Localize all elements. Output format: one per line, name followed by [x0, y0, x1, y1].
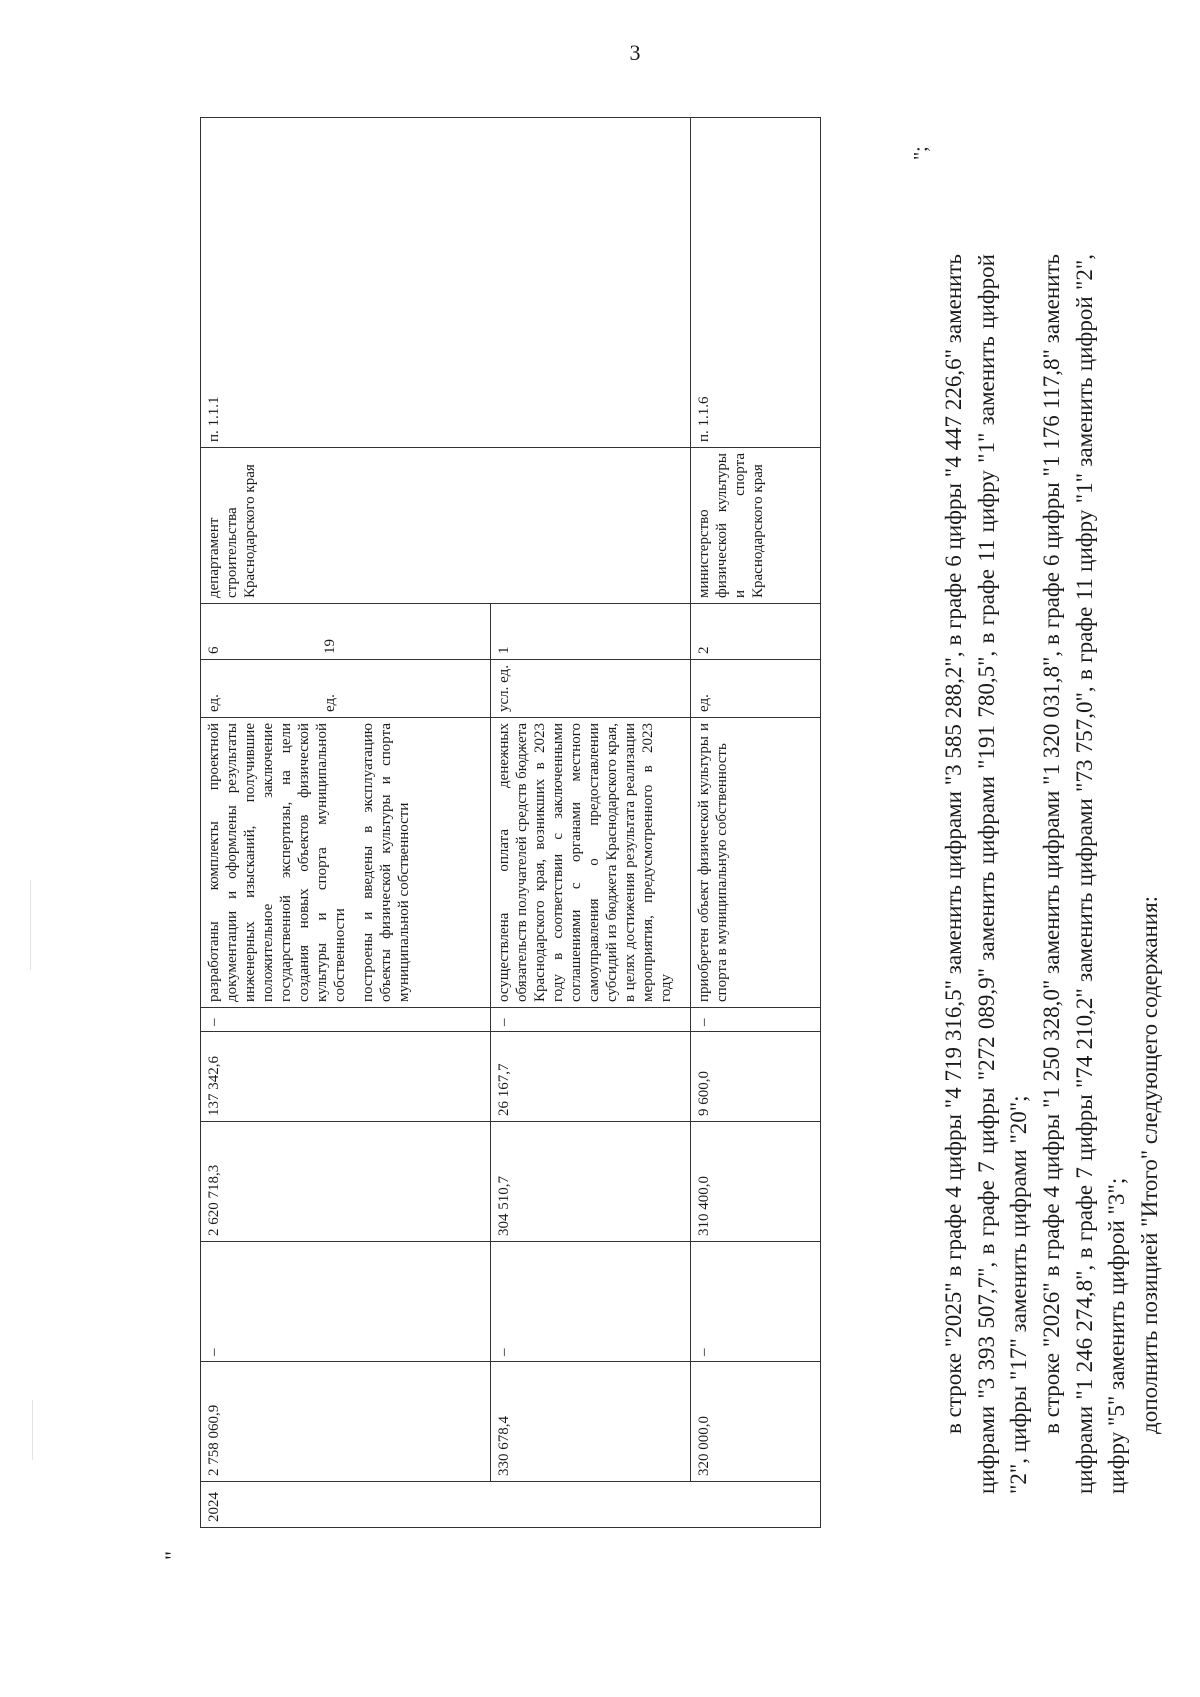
table-row	[691, 118, 821, 1528]
unit-cell	[201, 660, 491, 718]
value-text: 6	[206, 646, 222, 654]
column-5-cell: 9 600,0	[691, 1032, 821, 1122]
paragraph: в строке "2026" в графе 4 цифры "1 250 328,0" заменить цифрами "1 320 031,8", в графе 6 цифры "1 176 117,8" заменить цифрами "1 246 274,8", в графе 7 цифры "74 210,2" заменить цифрами "73 757,0", в графе 11 цифру "1" заменить цифрой "2", цифру "5" заменить цифрой "3";	[1038, 254, 1130, 1494]
result-cell	[201, 718, 491, 1008]
total-cell: 320 000,0	[691, 1362, 821, 1482]
value-cell: 2	[691, 604, 821, 660]
program-table	[200, 117, 821, 1528]
executor-cell: министерство физической культуры и спорта Краснодарского края	[691, 448, 821, 604]
column-6-cell: –	[691, 1008, 821, 1032]
scan-margin-mark	[32, 1400, 33, 1460]
column-3-cell: –	[491, 1242, 691, 1362]
unit-cell: усл. ед.	[491, 660, 691, 718]
column-4-cell: 304 510,7	[491, 1122, 691, 1242]
open-quote: "	[160, 1551, 185, 1560]
result-cell: приобретен объект физической культуры и спорта в муниципальную собственность	[691, 718, 821, 1008]
value-text: 19	[322, 639, 338, 654]
value-cell	[201, 604, 491, 660]
column-6-cell: –	[491, 1008, 691, 1032]
column-6-cell: –	[201, 1008, 491, 1032]
paragraph: в строке "2025" в графе 4 цифры "4 719 316,5" заменить цифрами "3 585 288,2", в графе 6 цифры "4 447 226,6" заменить цифрами "3 393 507,7", в графе 7 цифры "272 089,9" заменить цифрами "191 780,5", в графе 11 цифру "1" заменить цифрой "2", цифры "17" заменить цифрами "20";	[941, 254, 1032, 1494]
column-3-cell: –	[201, 1242, 491, 1362]
column-5-cell: 26 167,7	[491, 1032, 691, 1122]
item-cell: п. 1.1.6	[691, 118, 821, 448]
executor-cell: департамент строительства Краснодарского края	[201, 448, 691, 604]
unit-text: ед.	[322, 694, 338, 712]
rotated-content	[160, 80, 1162, 1560]
total-cell: 330 678,4	[491, 1362, 691, 1482]
year-cell: 2024	[201, 1482, 821, 1528]
scan-margin-mark	[30, 880, 31, 970]
column-4-cell: 2 620 718,3	[201, 1122, 491, 1242]
table-row	[201, 118, 491, 1528]
page-number: 3	[629, 40, 641, 65]
unit-text: ед.	[206, 694, 222, 712]
column-5-cell: 137 342,6	[201, 1032, 491, 1122]
result-cell: осуществлена оплата денежных обязательств получателей средств бюджета Краснодарского края, возникших в 2023 году в соответствии с заключенными соглашениями с органами местного самоуправления о предоставлении субсидий из бюджета Краснодарского края, в целях достижения результата реализации мероприятия, предусмотренного в 2023 году	[491, 718, 691, 1008]
unit-cell: ед.	[691, 660, 821, 718]
item-cell: п. 1.1.1	[201, 118, 691, 448]
paragraph: дополнить позицией "Итого" следующего содержания:	[1136, 895, 1162, 1434]
column-4-cell: 310 400,0	[691, 1122, 821, 1242]
result-text: разработаны комплекты проектной документации и оформлены результаты инженерных изысканий, получившие положительное заключение государственной экспертизы, на цели создания новых объектов физической культуры и спорта муниципальной собственности	[206, 723, 348, 1002]
closing-quote: ";	[910, 146, 932, 160]
result-text: построены и введены в эксплуатацию объекты физической культуры и спорта муниципальной собственности	[360, 723, 412, 1002]
column-3-cell: –	[691, 1242, 821, 1362]
total-cell: 2 758 060,9	[201, 1362, 491, 1482]
value-cell: 1	[491, 604, 691, 660]
amendment-text	[938, 254, 1167, 1494]
